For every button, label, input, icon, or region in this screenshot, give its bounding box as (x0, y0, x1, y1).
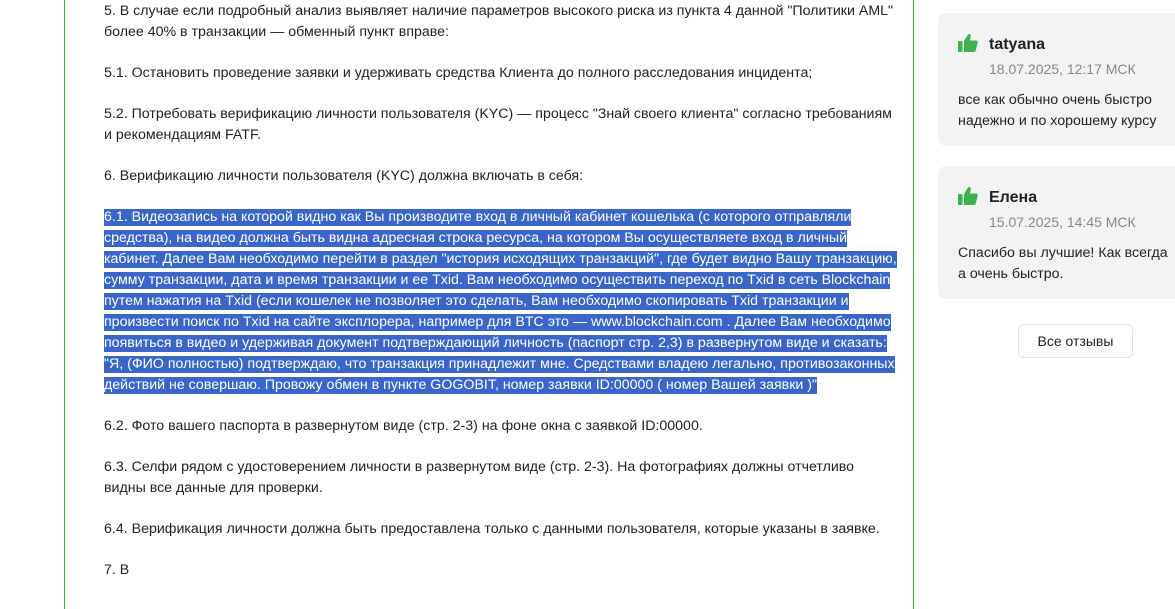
paragraph-6: 6. Верификацию личности пользователя (KYC) должна включать в себя: (104, 168, 584, 184)
reviewer-name: Елена (989, 189, 1038, 206)
review-date: 18.07.2025, 12:17 МСК (989, 61, 1136, 77)
selected-text: 6.1. Видеозапись на которой видно как Вы производите вход в личный кабинет кошелька (с которого отправляли средства), на видео должна быть видна адресная строка ресурса, на котором Вы осуществляете вход в личный кабинет. Далее Вам необходимо перейти в раздел "история исходящих транзакций", где будет видно Вашу транзакцию, сумму транзакции, дата и время транзакции и ее Txid. Вам необходимо осуществить переход по Txid в сеть Blockchain путем нажатия на Txid (если кошелек не позволяет это сделать, Вам необходимо скопировать Txid транзакции и произвести поиск по Txid на сайте эксплорера, например для BTC это — www.blockchain.com . Далее Вам необходимо появиться в видео и удерживая документ подтверждающий личность (паспорт стр. 2,3) в развернутом виде и сказать: "Я, (ФИО полностью) подтверждаю, что транзакция принадлежит мне. Средствами владею легально, противозаконных действий не совершаю. Провожу обмен в пункте GOGOBIT, номер заявки ID:00000 ( номер Вашей заявки )" (104, 209, 897, 393)
review-text-line: все как обычно очень быстро (958, 92, 1152, 108)
review-text (958, 90, 1175, 132)
review-card (938, 166, 1175, 299)
review-date: 15.07.2025, 14:45 МСК (989, 214, 1136, 230)
reviewer-name: tatyana (989, 36, 1046, 53)
all-reviews-button[interactable]: Все отзывы (1018, 324, 1133, 358)
thumbs-up-icon (958, 33, 978, 53)
review-text-line: надежно и по хорошему курсу (958, 113, 1157, 129)
paragraph-5-1: 5.1. Остановить проведение заявки и удерживать средства Клиента до полного расследования инцидента; (104, 65, 813, 81)
aml-policy-text (104, 0, 899, 601)
review-text (958, 243, 1175, 285)
paragraph-6-3: 6.3. Селфи рядом с удостоверением личности в развернутом виде (стр. 2-3). На фотографиях должны отчетливо видны все данные для проверки. (104, 459, 859, 496)
review-text-line: а очень быстро. (958, 266, 1064, 282)
paragraph-6-2: 6.2. Фото вашего паспорта в развернутом виде (стр. 2-3) на фоне окна с заявкой ID:00000. (104, 418, 703, 434)
paragraph-6-1-selected (104, 207, 899, 396)
review-text-line: Спасибо вы лучшие! Как всегда (958, 245, 1168, 261)
paragraph-5: 5. В случае если подробный анализ выявляет наличие параметров высокого риска из пункта 4 данной "Политики AML" более 40% в транзакции — обменный пункт вправе: (104, 3, 898, 40)
paragraph-5-2: 5.2. Потребовать верификацию личности пользователя (KYC) — процесс "Знай своего клиента" согласно требованиям и рекомендациям FATF. (104, 106, 896, 143)
thumbs-up-icon (958, 186, 978, 206)
review-card (938, 13, 1175, 146)
paragraph-7: 7. В (104, 562, 130, 578)
paragraph-6-4: 6.4. Верификация личности должна быть предоставлена только с данными пользователя, которые указаны в заявке. (104, 521, 880, 537)
